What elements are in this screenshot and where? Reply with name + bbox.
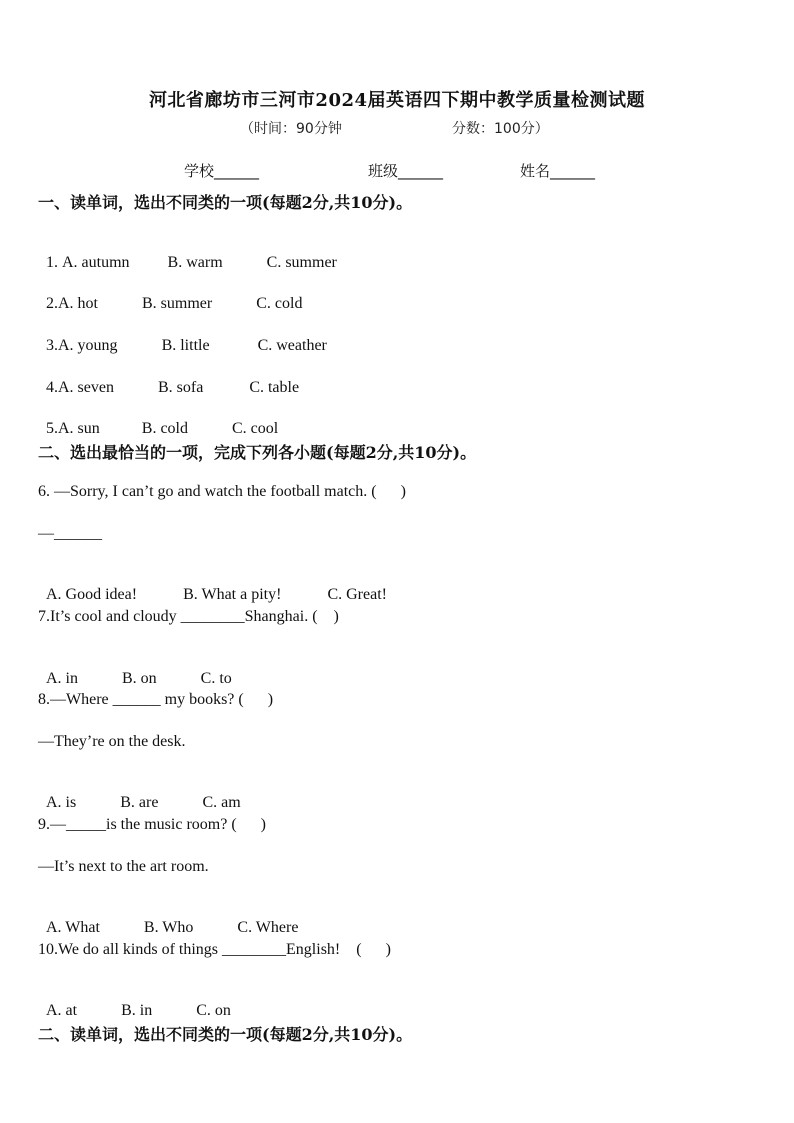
exam-score: 分数：100分） — [452, 121, 549, 137]
question-9-stem: 9.—_____is the music room? ( ) — [38, 816, 266, 833]
question-number: 4. — [46, 379, 58, 396]
option-a: A. hot — [58, 295, 98, 312]
option-c: C. cool — [232, 420, 279, 437]
question-10-options — [38, 981, 231, 1021]
option-c: C. summer — [266, 254, 337, 271]
option-c: C. Great! — [327, 586, 387, 603]
question-8-reply: —They’re on the desk. — [38, 733, 186, 750]
option-c: C. on — [196, 1002, 231, 1019]
exam-time: （时间：90分钟 — [240, 121, 342, 137]
option-a: A. is — [46, 794, 77, 811]
option-c: C. Where — [237, 919, 299, 936]
question-6-options — [38, 565, 387, 605]
question-7-options — [38, 649, 232, 689]
name-field: 姓名______ — [520, 162, 596, 180]
option-a: A. Good idea! — [46, 586, 138, 603]
option-a: A. seven — [58, 379, 114, 396]
option-a: A. at — [46, 1002, 78, 1019]
question-4 — [38, 358, 299, 398]
exam-title: 河北省廊坊市三河市2024届英语四下期中教学质量检测试题 — [148, 90, 646, 111]
option-c: C. table — [249, 379, 300, 396]
question-number: 1. — [46, 254, 62, 271]
question-6-stem: 6. —Sorry, I can’t go and watch the football match. ( ) — [38, 483, 406, 500]
question-7-stem: 7.It’s cool and cloudy ________Shanghai. ( ) — [38, 608, 339, 625]
option-b: B. little — [161, 337, 210, 354]
option-b: B. summer — [142, 295, 213, 312]
option-c: C. to — [200, 670, 232, 687]
question-9-reply: —It’s next to the art room. — [38, 858, 209, 875]
question-number: 5. — [46, 420, 58, 437]
question-1 — [38, 233, 337, 273]
option-c: C. weather — [257, 337, 327, 354]
question-8-stem: 8.—Where ______ my books? ( ) — [38, 691, 274, 708]
option-a: A. autumn — [62, 254, 130, 271]
option-c: C. am — [202, 794, 241, 811]
question-5 — [38, 399, 278, 439]
option-b: B. What a pity! — [183, 586, 282, 603]
option-a: A. What — [46, 919, 100, 936]
option-c: C. cold — [256, 295, 303, 312]
question-6-reply: —______ — [38, 525, 102, 542]
question-number: 3. — [46, 337, 58, 354]
option-b: B. Who — [143, 919, 194, 936]
option-b: B. sofa — [157, 379, 204, 396]
section2-heading: 二、选出最恰当的一项，完成下列各小题(每题2分,共10分)。 — [38, 443, 477, 462]
question-number: 2. — [46, 295, 58, 312]
section3-heading: 二、读单词，选出不同类的一项(每题2分,共10分)。 — [38, 1025, 413, 1044]
question-9-options — [38, 898, 298, 938]
school-field: 学校______ — [184, 162, 260, 180]
question-2 — [38, 274, 302, 314]
question-3 — [38, 316, 327, 356]
question-8-options — [38, 773, 241, 813]
option-b: B. warm — [167, 254, 223, 271]
option-a: A. sun — [58, 420, 100, 437]
option-b: B. cold — [141, 420, 188, 437]
option-b: B. on — [122, 670, 157, 687]
section1-heading: 一、读单词，选出不同类的一项(每题2分,共10分)。 — [38, 193, 413, 212]
option-a: A. young — [58, 337, 118, 354]
class-field: 班级______ — [368, 162, 444, 180]
question-10-stem: 10.We do all kinds of things ________English! ( ) — [38, 941, 391, 958]
option-b: B. in — [121, 1002, 153, 1019]
option-b: B. are — [120, 794, 159, 811]
option-a: A. in — [46, 670, 78, 687]
